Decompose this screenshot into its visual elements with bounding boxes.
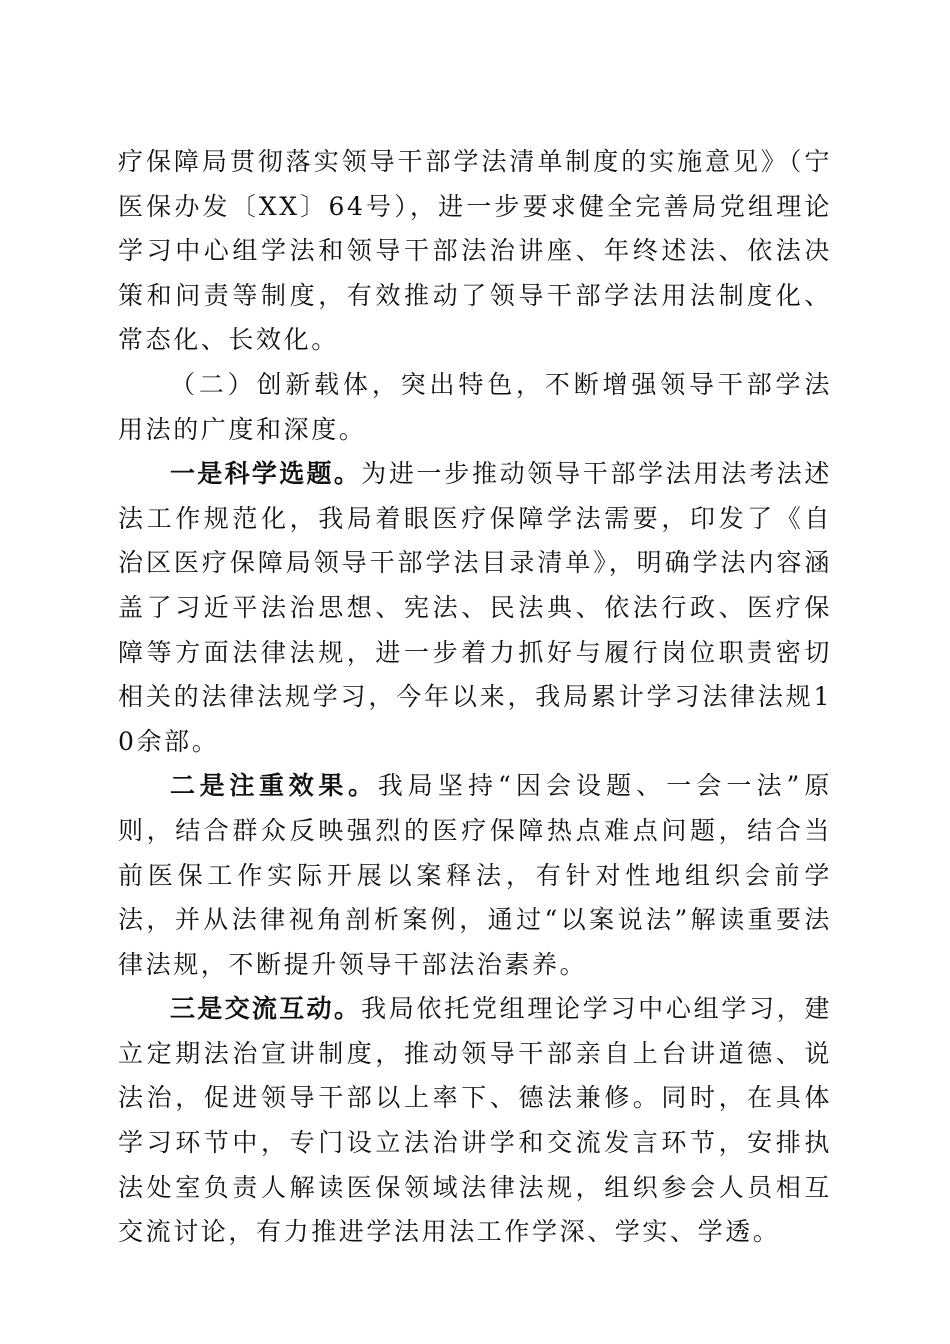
paragraph-focus-effect <box>118 764 832 987</box>
paragraph-body: 我局坚持“因会设题、一会一法”原则，结合群众反映强烈的医疗保障热点难点问题，结合当前医保工作实际开展以案释法，有针对性地组织会前学法，并从法律视角剖析案例，通过“以案说法”解读重要法律法规，不断提升领导干部法治素养。 <box>118 771 832 979</box>
paragraph-scientific-topic <box>118 452 832 764</box>
paragraph-body: 我局依托党组理论学习中心组学习，建立定期法治宣讲制度，推动领导干部亲自上台讲道德、说法治，促进领导干部以上率下、德法兼修。同时，在具体学习环节中，专门设立法治讲学和交流发言环节，安排执法处室负责人解读医保领域法律法规，组织参会人员相互交流讨论，有力推进学法用法工作学深、学实、学透。 <box>118 994 833 1247</box>
paragraph-body: 为进一步推动领导干部学法用法考法述法工作规范化，我局着眼医疗保障学法需要，印发了《自治区医疗保障局领导干部学法目录清单》，明确学法内容涵盖了习近平法治思想、宪法、民法典、依法行政、医疗保障等方面法律法规，进一步着力抓好与履行岗位职责密切相关的法律法规学习，今年以来，我局累计学习法律法规10余部。 <box>118 459 833 756</box>
paragraph-exchange-interaction <box>118 987 832 1255</box>
paragraph-lead: 三是交流互动。 <box>170 994 362 1024</box>
document-page <box>118 140 832 1255</box>
paragraph-lead: 一是科学选题。 <box>170 459 362 489</box>
section-heading: （二）创新载体，突出特色，不断增强领导干部学法用法的广度和深度。 <box>118 369 832 444</box>
paragraph-lead: 二是注重效果。 <box>170 771 378 801</box>
paragraph-continuation: 疗保障局贯彻落实领导干部学法清单制度的实施意见》（宁医保办发〔XX〕64号），进一步要求健全完善局党组理论学习中心组学法和领导干部法治讲座、年终述法、依法决策和问责等制度，有效推动了领导干部学法用法制度化、常态化、长效化。 <box>118 147 832 355</box>
